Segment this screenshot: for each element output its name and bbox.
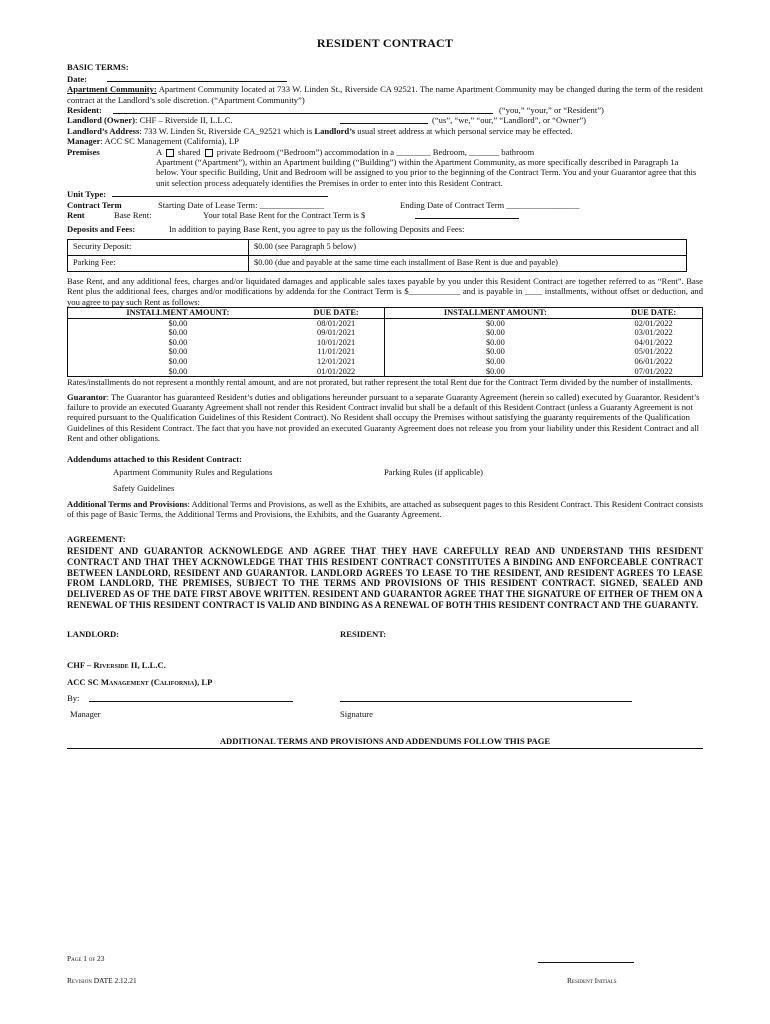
resident-label: Resident: [67, 105, 102, 116]
total-base-rent-text: Your total Base Rent for the Contract Term is $ [203, 210, 366, 221]
column-header: INSTALLMENT AMOUNT: [68, 308, 288, 319]
rent-line [67, 210, 703, 220]
resident-signature-label: RESIDENT: [340, 628, 387, 639]
landlord-address-text-2: usual street address at which personal service may be effected. [357, 125, 573, 136]
divider [67, 748, 703, 749]
basic-terms-heading: BASIC TERMS: [67, 62, 129, 73]
due-date: 04/01/2022 [605, 338, 702, 348]
guarantor-text: : The Guarantor has guaranteed Resident’s duties and obligations hereunder pursuant to a separate Guaranty Agreement (herein so called) executed by Guarantor. Resident’s failure to provide an executed Guaranty Agreement shall not render this Resident Contract invalid but shall be a default of this Resident Contract (unless a Guaranty Agreement is not required pursuant to the Qualification Guidelines of this Resident Contract). No Resident shall occupy the Premises without satisfying the guaranty requirements of the Qualification Guidelines of this Resident Contract. The fact that you have not provided an executed Guaranty Agreement does not release you from your liability under this Resident Contract and all Rent and other obligations. [67, 391, 700, 444]
installment-amount: $0.00 [68, 318, 288, 328]
column-header: DUE DATE: [605, 308, 702, 319]
community-line [67, 84, 703, 105]
landlord-label: Landlord (Owner) [67, 115, 136, 126]
installment-amount: $0.00 [385, 338, 605, 348]
document-page [67, 36, 703, 746]
by-label: By: [67, 693, 80, 704]
guarantor-paragraph [67, 392, 703, 444]
premises-line [67, 147, 703, 157]
resident-text: (“you,” “your,” or “Resident”) [499, 105, 604, 116]
installment-amount: $0.00 [68, 367, 288, 377]
addenda-heading: Addendums attached to this Resident Contract: [67, 453, 242, 464]
signature-lines [67, 693, 703, 703]
landlord-signature-field[interactable] [89, 693, 293, 702]
deposits-text: In addition to paying Base Rent, you agree to pay us the following Deposits and Fees: [169, 224, 465, 235]
due-date: 12/01/2021 [288, 357, 385, 367]
resident-initials-label: Resident Initials [567, 976, 617, 985]
table-row [68, 347, 703, 357]
addenda-row-2 [67, 483, 703, 493]
initials-field[interactable] [538, 954, 634, 963]
table-row [68, 357, 703, 367]
date-field[interactable] [107, 73, 287, 82]
base-rent-text: Base Rent: [114, 210, 152, 221]
landlord-address-text-1: : 733 W. Linden St, Riverside CA_92521 which is [139, 125, 313, 136]
premises-text: Apartment (“Apartment”), within an Apartment building (“Building”) within the Apartment Community, as more specifically described in Paragraph 1a below. Your specific Building, Unit and Bedroom will be assigned to you prior to the beginning of the Contract Term. You and your Guarantor agree that this unit selection process adequately identifies the Premises in order to enter into this Resident Contract. [156, 157, 697, 188]
landlord-address-label: Landlord’s Address [67, 125, 140, 136]
addenda-item: Apartment Community Rules and Regulations [113, 467, 273, 478]
deposits-label: Deposits and Fees: [67, 224, 136, 235]
starting-date-text: Starting Date of Lease Term: _______________ [158, 199, 325, 210]
due-date: 02/01/2022 [605, 318, 702, 328]
due-date: 03/01/2022 [605, 328, 702, 338]
shared-checkbox[interactable] [166, 149, 174, 157]
contract-term-label: Contract Term [67, 199, 122, 210]
landlord-address-bold: Landlord’s [314, 125, 356, 136]
due-date: 07/01/2022 [605, 367, 702, 377]
private-checkbox[interactable] [205, 149, 213, 157]
footer [67, 954, 703, 963]
due-date: 01/01/2022 [288, 367, 385, 377]
manager-caption: Manager [70, 709, 101, 720]
deposits-line [67, 224, 703, 234]
agreement-heading: AGREEMENT: [67, 533, 126, 544]
addenda-item: Safety Guidelines [113, 483, 175, 494]
column-header: DUE DATE: [288, 308, 385, 319]
column-header: INSTALLMENT AMOUNT: [385, 308, 605, 319]
unit-type-field[interactable] [112, 188, 328, 197]
manager-label: Manager [67, 136, 101, 147]
installment-amount: $0.00 [68, 338, 288, 348]
page-number: Page 1 of 23 [67, 954, 105, 963]
installment-amount: $0.00 [385, 328, 605, 338]
table-row [68, 367, 703, 377]
date-line [67, 73, 703, 84]
landlord-signature-label: LANDLORD: [67, 628, 120, 639]
due-date: 05/01/2022 [605, 347, 702, 357]
landlord-field[interactable] [340, 115, 428, 124]
installment-amount: $0.00 [68, 357, 288, 367]
follow-page-text: ADDITIONAL TERMS AND PROVISIONS AND ADDENDUMS FOLLOW THIS PAGE [219, 735, 551, 746]
manager-text: : ACC SC Management (California), LP [100, 136, 239, 147]
fee-value: $0.00 (due and payable at the same time each installment of Base Rent is due and payable) [249, 255, 687, 271]
table-row [68, 255, 687, 271]
manager-entity: ACC SC Management (California), LP [67, 676, 213, 687]
premises-label: Premises [67, 146, 100, 157]
landlord-name: : CHF – Riverside II, L.L.C. [135, 115, 233, 126]
ending-date-text: Ending Date of Contract Term _________________ [400, 199, 580, 210]
unit-type-line [67, 188, 703, 199]
landlord-address-line [67, 126, 703, 136]
base-rent-paragraph: Base Rent, and any additional fees, charges and/or liquidated damages and applicable sales taxes payable by you under this Resident Contract are together referred to as “Rent”. Base Rent plus the additional fees, charges and/or modifications by addenda for the Contract Term is $____________ and is payable in ____ installments, without offset or deduction, and you agree to pay such Rent as follows: [67, 275, 703, 307]
additional-terms-label: Additional Terms and Provisions [67, 498, 188, 509]
signature-captions [67, 709, 703, 719]
contract-term-line [67, 200, 703, 210]
due-date: 10/01/2021 [288, 338, 385, 348]
installment-table [67, 307, 703, 377]
unit-type-label: Unit Type: [67, 189, 107, 200]
fee-name: Security Deposit: [68, 239, 249, 255]
installment-amount: $0.00 [385, 318, 605, 328]
landlord-line [67, 115, 703, 125]
footer-bottom [67, 976, 703, 985]
due-date: 06/01/2022 [605, 357, 702, 367]
installment-amount: $0.00 [68, 328, 288, 338]
due-date: 11/01/2021 [288, 347, 385, 357]
installment-amount: $0.00 [68, 347, 288, 357]
landlord-text: (“us”, “we,” “our,” “Landlord”, or “Owner”) [432, 115, 587, 126]
addenda-row-1 [67, 467, 703, 477]
landlord-entity: CHF – Riverside II, L.L.C. [67, 660, 166, 671]
guarantor-label: Guarantor [67, 391, 107, 402]
table-row [68, 239, 687, 255]
installment-amount: $0.00 [385, 357, 605, 367]
fee-value: $0.00 (see Paragraph 5 below) [249, 239, 687, 255]
agreement-text: RESIDENT AND GUARANTOR ACKNOWLEDGE AND AGREE THAT THEY HAVE CAREFULLY READ AND UNDERSTAND THIS RESIDENT CONTRACT AND THAT THEY ACKNOWLEDGE THAT THIS RESIDENT CONTRACT CONSTITUTES A BINDING AND ENFORCEABLE CONTRACT BETWEEN LANDLORD, RESIDENT AND GUARANTOR. LANDLORD AGREES TO LEASE TO THE RESIDENT, AND RESIDENT AGREES TO LEASE FROM LANDLORD, THE PREMISES, SUBJECT TO THE TERMS AND PROVISIONS OF THIS RESIDENT CONTRACT. SIGNED, SEALED AND DELIVERED AS OF THE DATE FIRST ABOVE WRITTEN. RESIDENT AND GUARANTOR AGREE THAT THE SIGNATURE OF EITHER OF THEM ON A RENEWAL OF THIS RESIDENT CONTRACT IS VALID AND BINDING AS A RENEWAL OF BOTH THIS RESIDENT CONTRACT AND THE GUARANTY. [67, 546, 703, 611]
resident-line [67, 105, 703, 115]
due-date: 09/01/2021 [288, 328, 385, 338]
signature-caption: Signature [340, 709, 373, 720]
page-title: RESIDENT CONTRACT [316, 36, 454, 50]
rent-label: Rent [67, 210, 85, 221]
table-row [68, 338, 703, 348]
community-text: Apartment Community located at 733 W. Linden St., Riverside CA 92521. The name Apartment Community may be changed during the term of the resident contract at the Landlord’s sole discretion. (“Apartment Community”) [67, 84, 703, 105]
table-row [68, 318, 703, 328]
fees-table [67, 239, 687, 272]
resident-signature-field[interactable] [340, 693, 632, 702]
manager-line [67, 136, 703, 146]
additional-terms-text: : Additional Terms and Provisions, as well as the Exhibits, are attached as subsequent pages to this Resident Contract. This Resident Contract consists of this page of Basic Terms, the Additional Terms and Provisions, the Exhibits, and the Guaranty Agreement. [67, 498, 703, 520]
additional-terms-paragraph [67, 499, 703, 520]
resident-field[interactable] [113, 105, 493, 114]
premises-a: A [156, 146, 162, 157]
due-date: 08/01/2021 [288, 318, 385, 328]
date-label: Date: [67, 73, 88, 84]
revision-date: Revision DATE 2.12.21 [67, 976, 137, 985]
fee-name: Parking Fee: [68, 255, 249, 271]
premises-shared: shared [178, 146, 201, 157]
total-base-rent-field[interactable] [415, 210, 519, 219]
signature-labels [67, 629, 703, 639]
premises-private: private Bedroom (“Bedroom”) accommodation in a ________ Bedroom, _______ bathroom [216, 146, 535, 157]
installment-amount: $0.00 [385, 347, 605, 357]
table-row [68, 328, 703, 338]
rates-note: Rates/installments do not represent a monthly rental amount, and are not prorated, but rather represent the total Rent due for the Contract Term divided by the number of installments. [67, 377, 693, 388]
community-label: Apartment Community: [67, 84, 157, 95]
addenda-item: Parking Rules (if applicable) [384, 467, 484, 478]
table-header-row [68, 308, 703, 319]
installment-amount: $0.00 [385, 367, 605, 377]
